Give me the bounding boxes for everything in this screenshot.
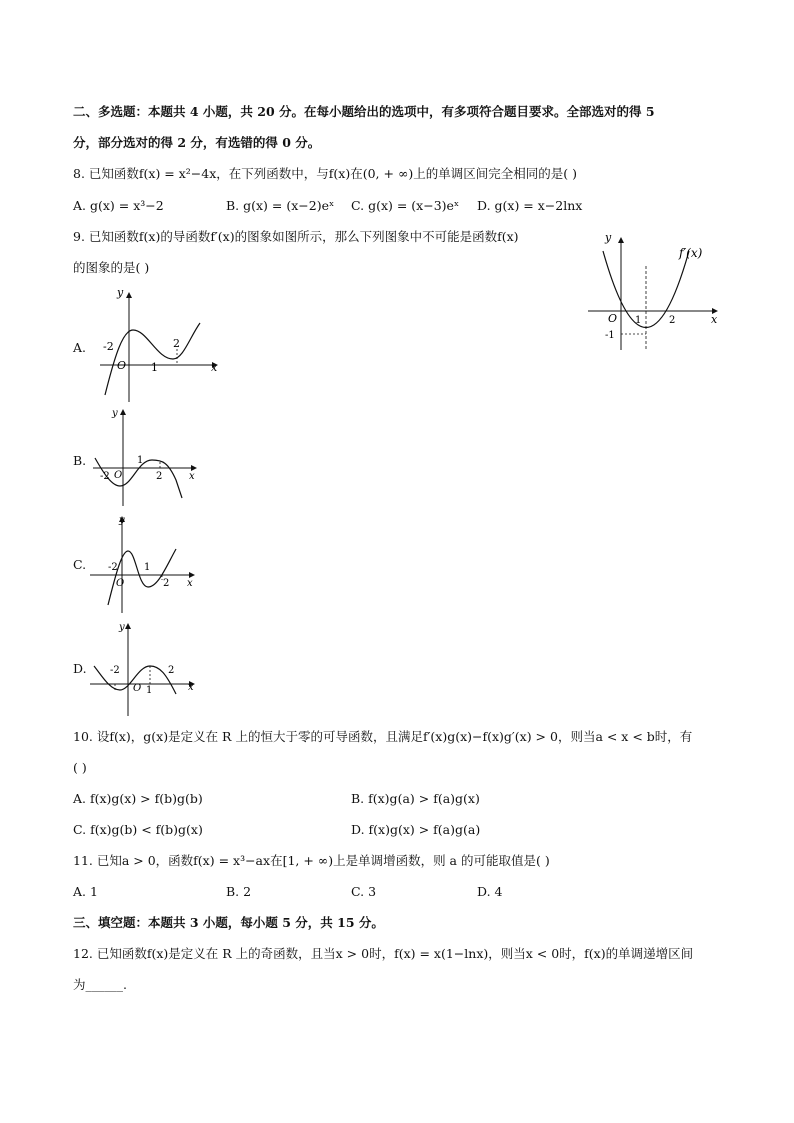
q9-graph-a: [95, 285, 225, 405]
q9-graph-a-letter: A.: [73, 340, 87, 355]
graph-d-label-neg2: -2: [110, 665, 120, 676]
graph-d-label-2: 2: [168, 665, 175, 676]
graph-c-x-label: x: [187, 578, 193, 589]
graph-b-origin: O: [114, 470, 123, 481]
q12-stem-line1: 12. 已知函数f(x)是定义在 R 上的奇函数，且当x > 0时，f(x) = x(1−lnx)，则当x < 0时，f(x)的单调递增区间: [73, 946, 694, 961]
graph-c-label-neg2: -2: [108, 562, 118, 573]
ref-tick-1: 1: [635, 315, 642, 326]
q10-option-a: A. f(x)g(x) > f(b)g(b): [73, 791, 203, 806]
graph-c-y-label: y: [119, 515, 125, 526]
q11-option-b: B. 2: [226, 884, 252, 899]
q8-option-b: B. g(x) = (x−2)eˣ: [226, 198, 335, 213]
graph-a-label-2: 2: [173, 337, 180, 350]
q8-stem: 8. 已知函数f(x) = x²−4x，在下列函数中，与f(x)在(0, + ∞)上的单调区间完全相同的是( ): [73, 166, 577, 181]
graph-b-label-neg2: -2: [100, 471, 110, 482]
q9-stem-line2: 的图象的是( ): [73, 260, 150, 275]
section2-heading: 二、多选题：本题共 4 小题，共 20 分。在每小题给出的选项中，有多项符合题目要求。全部选对的得 5: [73, 104, 655, 119]
graph-a-x-label: x: [211, 361, 218, 374]
ref-tick-2: 2: [669, 315, 676, 326]
q11-option-d: D. 4: [477, 884, 503, 899]
q10-option-d: D. f(x)g(x) > f(a)g(a): [351, 822, 481, 837]
graph-c-label-2: 2: [163, 578, 170, 589]
q8-option-d: D. g(x) = x−2lnx: [477, 198, 583, 213]
graph-d-label-1: 1: [146, 685, 153, 696]
q9-graph-d-letter: D.: [73, 661, 87, 676]
q9-graph-c: [88, 513, 203, 613]
ref-x-label: x: [711, 313, 718, 326]
section2-heading-cont: 分，部分选对的得 2 分，有选错的得 0 分。: [73, 135, 321, 150]
graph-d-origin: O: [133, 683, 142, 694]
q9-graph-b: [90, 406, 205, 506]
graph-b-label-2: 2: [156, 471, 163, 482]
graph-b-label-1: 1: [137, 455, 144, 466]
q11-option-a: A. 1: [73, 884, 98, 899]
q10-option-b: B. f(x)g(a) > f(a)g(x): [351, 791, 480, 806]
graph-d-y-label: y: [119, 622, 125, 633]
q9-graph-c-letter: C.: [73, 557, 87, 572]
q9-ref-graph: [585, 228, 725, 353]
q10-option-c: C. f(x)g(b) < f(b)g(x): [73, 822, 203, 837]
graph-a-y-label: y: [117, 286, 124, 299]
q11-option-c: C. 3: [351, 884, 377, 899]
ref-origin-label: O: [608, 312, 618, 325]
q12-stem-line2: 为______.: [73, 977, 127, 992]
q8-option-c: C. g(x) = (x−3)eˣ: [351, 198, 460, 213]
graph-c-origin: O: [116, 578, 125, 589]
q9-stem-line1: 9. 已知函数f(x)的导函数f′(x)的图象如图所示，那么下列图象中不可能是函数f(x): [73, 229, 519, 244]
q9-graph-b-letter: B.: [73, 453, 87, 468]
ref-tick-neg1: -1: [605, 330, 615, 341]
q9-graph-d: [88, 620, 203, 720]
q10-stem-line2: ( ): [73, 760, 87, 775]
graph-a-origin: O: [117, 359, 127, 372]
section3-heading: 三、填空题：本题共 3 小题，每小题 5 分，共 15 分。: [73, 915, 384, 930]
graph-c-label-1: 1: [144, 562, 151, 573]
graph-d-x-label: x: [188, 682, 194, 693]
graph-c-curve: [108, 549, 176, 605]
q10-stem-line1: 10. 设f(x)，g(x)是定义在 R 上的恒大于零的可导函数，且满足f′(x)g(x)−f(x)g′(x) > 0，则当a < x < b时，有: [73, 729, 693, 744]
graph-b-y-label: y: [112, 408, 118, 419]
q8-option-a: A. g(x) = x³−2: [73, 198, 164, 213]
graph-a-label-neg2: -2: [103, 340, 114, 353]
graph-b-x-label: x: [189, 471, 195, 482]
q11-stem: 11. 已知a > 0，函数f(x) = x³−ax在[1, + ∞)上是单调增函数，则 a 的可能取值是( ): [73, 853, 550, 868]
ref-y-label: y: [605, 231, 612, 244]
graph-a-label-1: 1: [151, 361, 158, 374]
ref-curve-label: f′(x): [679, 246, 703, 260]
